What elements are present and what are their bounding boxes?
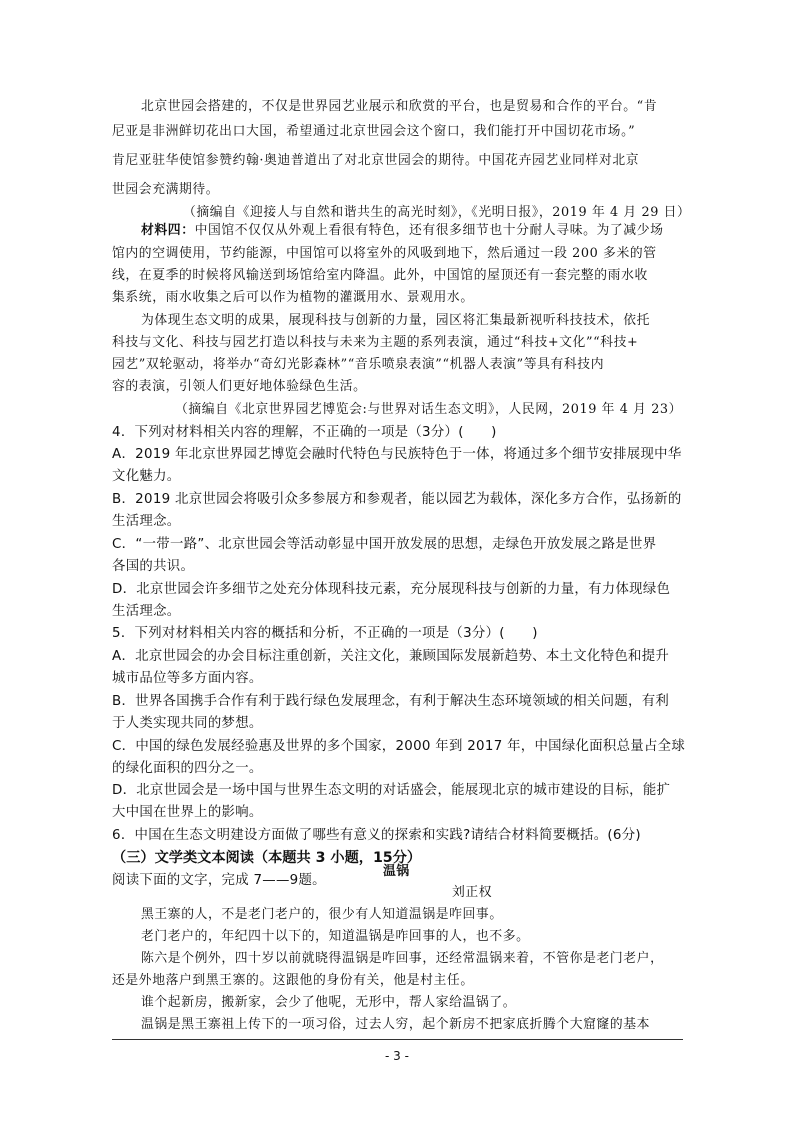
section-heading: （三）文学类文本阅读（本题共 3 小题，15分） bbox=[112, 850, 422, 866]
reading-instruction: 阅读下面的文字，完成 7——9题。 bbox=[112, 873, 326, 888]
question-6: 6．中国在生态文明建设方面做了哪些有意义的探索和实践?请结合材料简要概括。(6分) bbox=[112, 828, 641, 843]
option-d-cont: 大中国在世界上的影响。 bbox=[112, 805, 263, 820]
paragraph-line: 容的表演，引领人们更好地体验绿色生活。 bbox=[112, 379, 367, 394]
question-4: 4．下列对材料相关内容的理解，不正确的一项是（3分）( ) bbox=[112, 425, 497, 440]
story-paragraph: 黑王寨的人，不是老门老户的，很少有人知道温锅是咋回事。 bbox=[141, 907, 503, 922]
footer-divider bbox=[112, 1039, 683, 1040]
paragraph-line: 肯尼亚驻华使馆参赞约翰·奥迪普道出了对北京世园会的期待。中国花卉园艺业同样对北京 bbox=[112, 153, 640, 168]
paragraph-line: 为体现生态文明的成果，展现科技与创新的力量，园区将汇集最新视听科技技术，依托 bbox=[141, 313, 651, 328]
story-paragraph-cont: 还是外地落户到黑王寨的。这跟他的身份有关，他是村主任。 bbox=[112, 973, 474, 988]
paragraph-line: 线，在夏季的时候将风输送到场馆给室内降温。此外，中国馆的屋顶还有一套完整的雨水收 bbox=[112, 268, 648, 283]
option-b: B．世界各国携手合作有利于践行绿色发展理念，有利于解决生态环境领域的相关问题，有利 bbox=[112, 694, 670, 709]
material-four-line bbox=[141, 225, 663, 238]
paragraph-line: 北京世园会搭建的，不仅是世界园艺业展示和欣赏的平台，也是贸易和合作的平台。“肯 bbox=[141, 99, 658, 114]
option-a-cont: 文化魅力。 bbox=[112, 469, 181, 484]
paragraph-text: 中国馆不仅仅从外观上看很有特色，还有很多细节也十分耐人寻味。为了减少场 bbox=[194, 223, 664, 238]
source-citation: （摘编自《迎接人与自然和谐共生的高光时刻》，《光明日报》，2019 年 4 月 29 日） bbox=[183, 205, 691, 220]
option-b-cont: 于人类实现共同的梦想。 bbox=[112, 716, 263, 731]
option-a-cont: 城市品位等多方面内容。 bbox=[112, 671, 263, 686]
paragraph-line: 尼亚是非洲鲜切花出口大国，希望通过北京世园会这个窗口，我们能打开中国切花市场。” bbox=[112, 124, 636, 139]
option-c-cont: 各国的共识。 bbox=[112, 559, 195, 574]
option-c: C．中国的绿色发展经验惠及世界的多个国家，2000 年到 2017 年，中国绿化面积总量占全球 bbox=[112, 739, 686, 754]
story-paragraph: 谁个起新房，搬新家，会少了他呢，无形中，帮人家给温锅了。 bbox=[141, 995, 517, 1010]
paragraph-line: 科技与文化、科技与园艺打造以科技与未来为主题的系列表演，通过“科技+文化”“科技+ bbox=[112, 335, 639, 350]
option-c-cont: 的绿化面积的四分之一。 bbox=[112, 761, 263, 776]
story-title: 温锅 bbox=[383, 864, 410, 879]
paragraph-line: 集系统，雨水收集之后可以作为植物的灌溉用水、景观用水。 bbox=[112, 290, 474, 305]
material-four-label: 材料四： bbox=[141, 223, 195, 238]
question-5: 5．下列对材料相关内容的概括和分析，不正确的一项是（3分）( ) bbox=[112, 626, 538, 641]
option-d: D．北京世园会是一场中国与世界生态文明的对话盛会，能展现北京的城市建设的目标，能扩 bbox=[112, 783, 671, 798]
option-b: B．2019 北京世园会将吸引众多参展方和参观者，能以园艺为载体，深化多方合作，弘扬新的 bbox=[112, 492, 682, 507]
story-paragraph: 老门老户的，年纪四十以下的，知道温锅是咋回事的人，也不多。 bbox=[141, 929, 530, 944]
option-d-cont: 生活理念。 bbox=[112, 604, 181, 619]
page-number: - 3 - bbox=[385, 1049, 409, 1063]
paragraph-line: 馆内的空调使用，节约能源，中国馆可以将室外的风吸到地下，然后通过一段 200 多米的管 bbox=[112, 246, 657, 261]
option-c: C．“一带一路”、北京世园会等活动彰显中国开放发展的思想，走绿色开放发展之路是世界 bbox=[112, 537, 657, 552]
story-paragraph: 温锅是黑王寨祖上传下的一项习俗，过去人穷，起个新房不把家底折腾个大窟窿的基本 bbox=[141, 1017, 651, 1032]
paragraph-line: 园艺”双轮驱动，将举办“奇幻光影森林”“音乐喷泉表演”“机器人表演”等具有科技内 bbox=[112, 357, 605, 372]
source-citation: （摘编自《北京世界园艺博览会:与世界对话生态文明》，人民网，2019 年 4 月 23） bbox=[175, 402, 683, 417]
story-author: 刘正权 bbox=[452, 885, 493, 900]
option-d: D．北京世园会许多细节之处充分体现科技元素，充分展现科技与创新的力量，有力体现绿色 bbox=[112, 582, 671, 597]
option-a: A．北京世园会的办会目标注重创新，关注文化，兼顾国际发展新趋势、本土文化特色和提升 bbox=[112, 649, 670, 664]
option-b-cont: 生活理念。 bbox=[112, 514, 181, 529]
paragraph-line: 世园会充满期待。 bbox=[112, 182, 220, 197]
story-paragraph: 陈六是个例外，四十岁以前就晓得温锅是咋回事，还经常温锅来着，不管你是老门老户， bbox=[141, 951, 664, 966]
option-a: A．2019 年北京世界园艺博览会融时代特色与民族特色于一体，将通过多个细节安排展现中华 bbox=[112, 447, 682, 462]
